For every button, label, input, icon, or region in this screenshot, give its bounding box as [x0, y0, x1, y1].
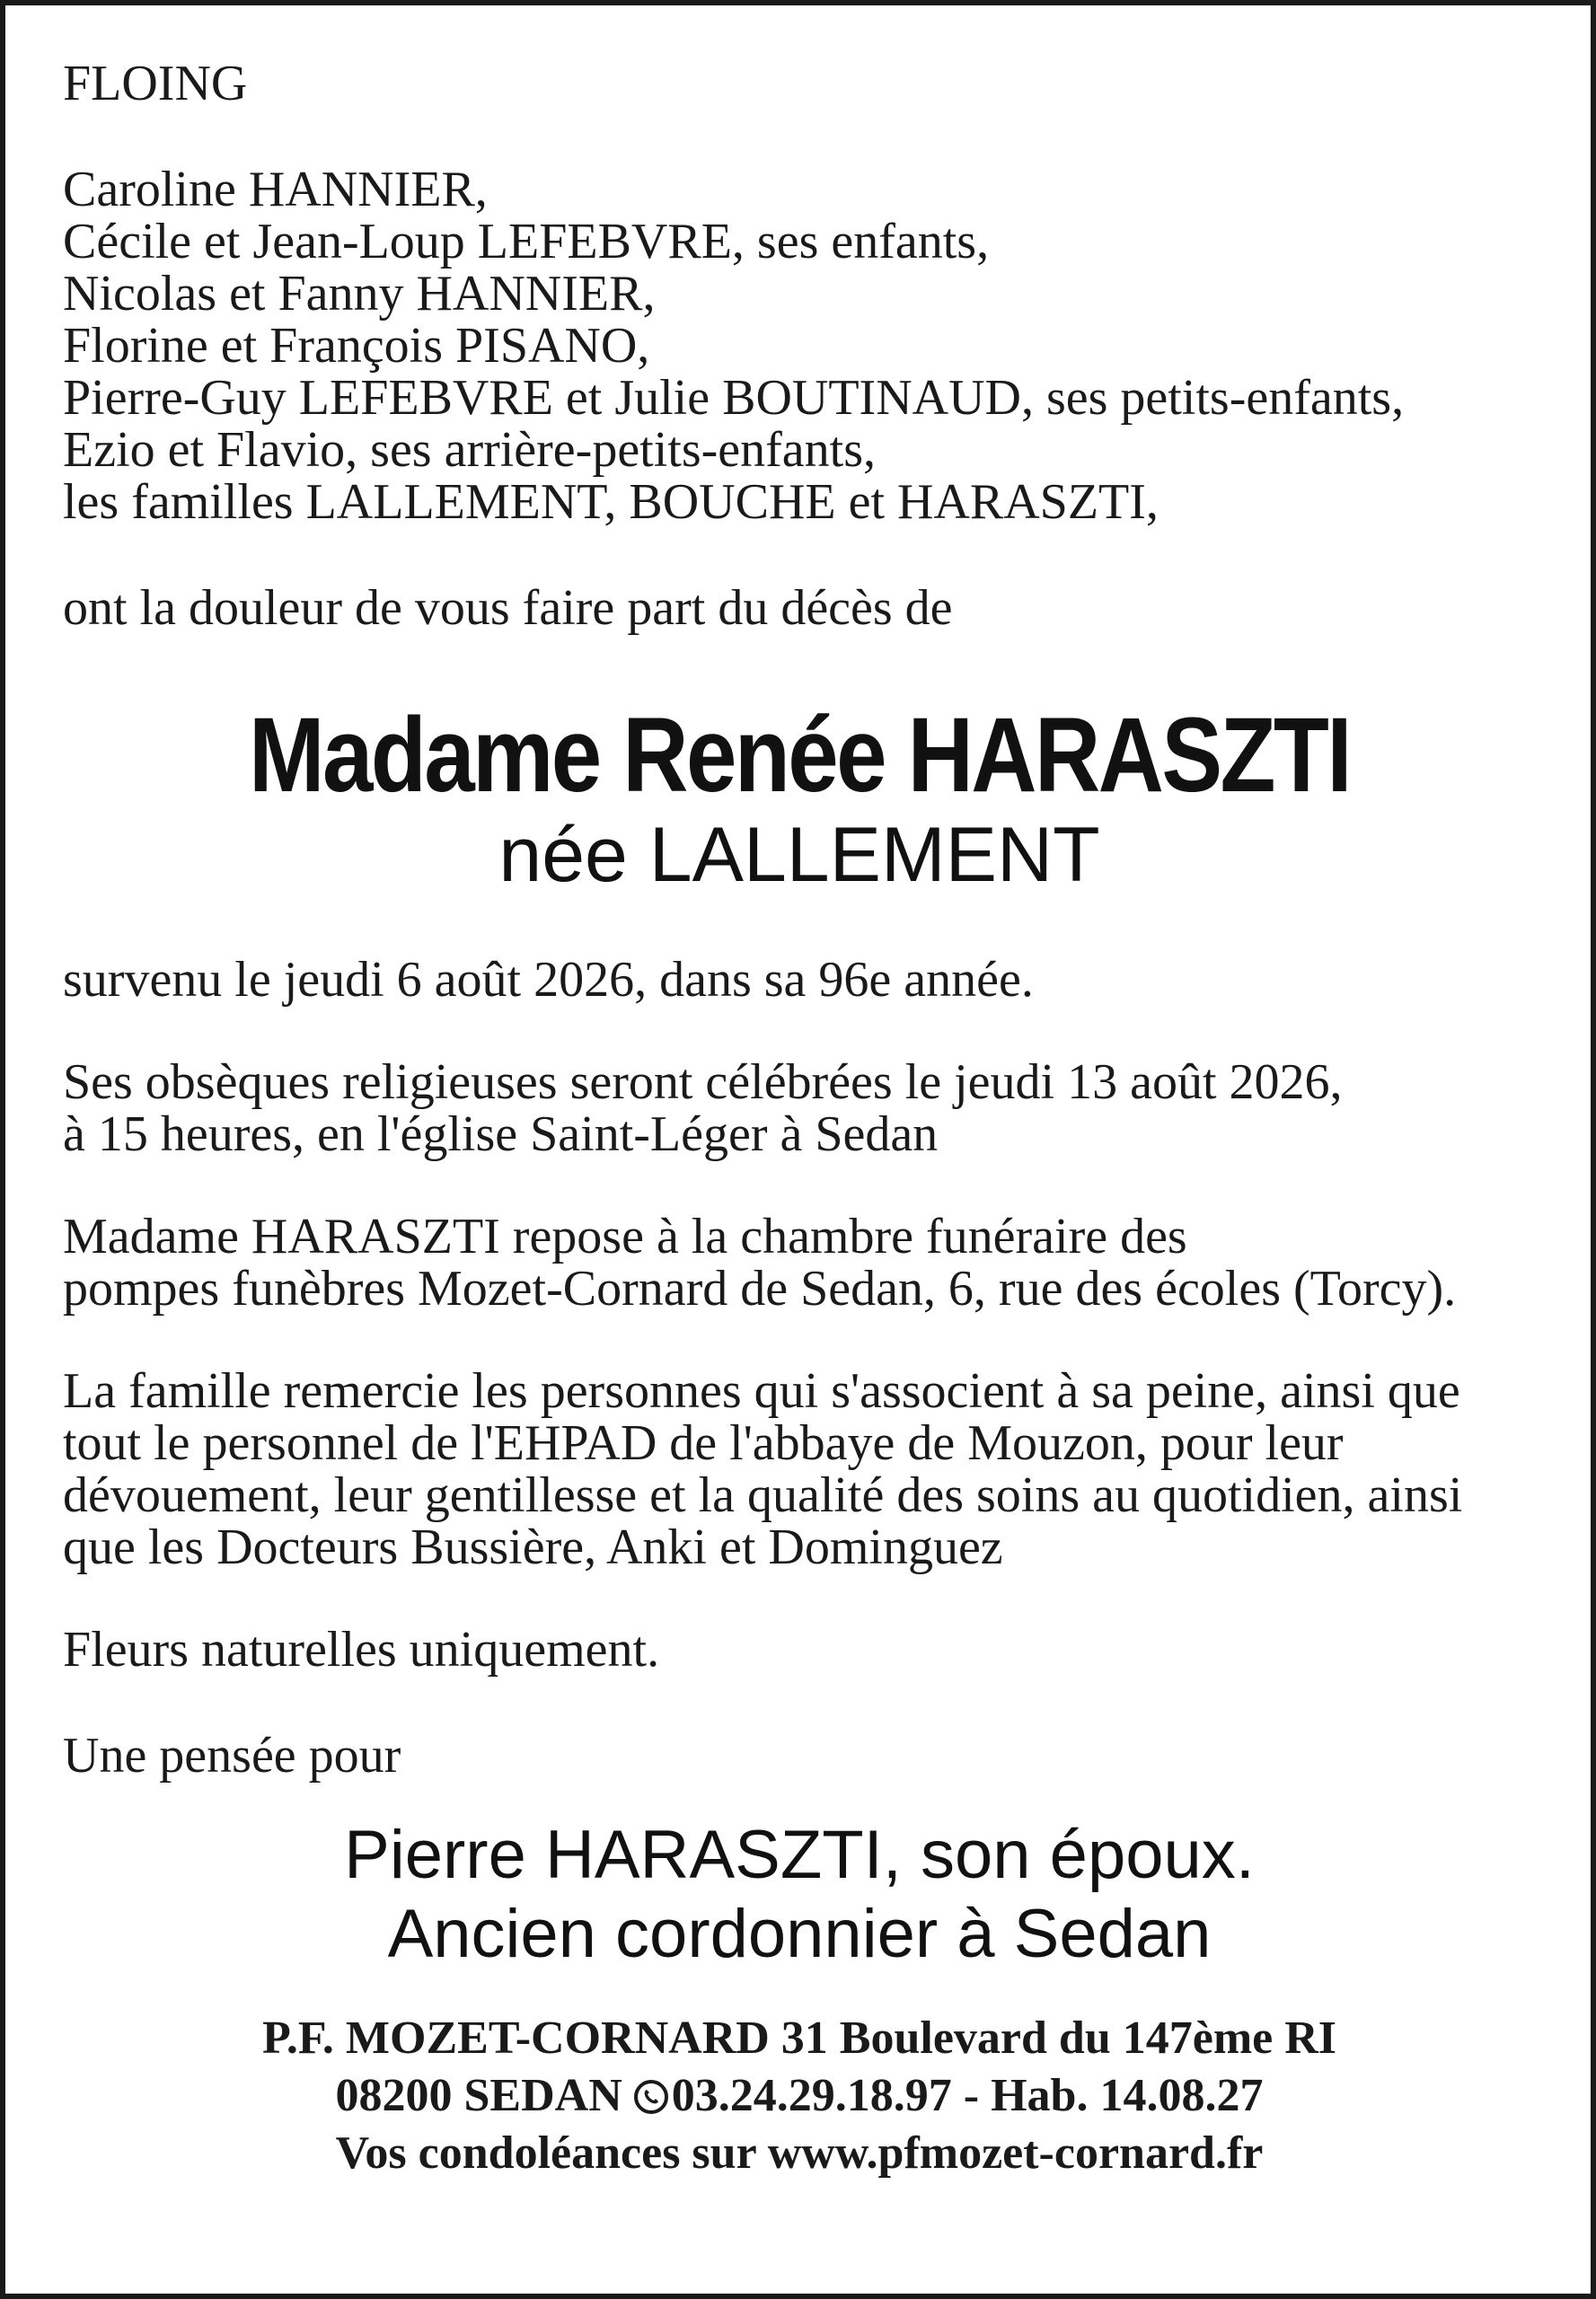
tribute-block — [63, 1816, 1536, 1974]
family-line: Pierre-Guy LEFEBVRE et Julie BOUTINAUD, ses petits-enfants, — [63, 370, 1405, 426]
repose-line: pompes funèbres Mozet-Cornard de Sedan, 6, rue des écoles (Torcy). — [63, 1261, 1457, 1317]
phone-number: 03.24.29.18.97 - Hab. 14.08.27 — [671, 2070, 1264, 2121]
thanks-line: tout le personnel de l'EHPAD de l'abbaye de Mouzon, pour leur — [63, 1415, 1344, 1471]
funeral-home-address: P.F. MOZET-CORNARD 31 Boulevard du 147ème RI — [261, 2013, 1337, 2064]
deceased-name: Madame Renée HARASZTI — [249, 696, 1350, 815]
thanks-paragraph — [63, 1365, 1536, 1573]
announcement-text: ont la douleur de vous faire part du décès de — [63, 580, 953, 636]
condolences-website[interactable]: Vos condoléances sur www.pfmozet-cornard.fr — [335, 2127, 1264, 2179]
maiden-name: née LALLEMENT — [498, 812, 1100, 898]
family-list — [63, 163, 1536, 528]
tribute-occupation: Ancien cordonnier à Sedan — [387, 1896, 1212, 1972]
town-name: FLOING — [63, 56, 248, 111]
thanks-line: La famille remercie les personnes qui s'associent à sa peine, ainsi que — [63, 1363, 1460, 1419]
thought-intro: Une pensée pour — [63, 1728, 401, 1784]
tribute-name: Pierre HARASZTI, son époux. — [344, 1817, 1255, 1893]
thanks-line: dévouement, leur gentillesse et la qualité des soins au quotidien, ainsi — [63, 1467, 1463, 1523]
family-line: Caroline HANNIER, — [63, 162, 488, 217]
funeral-home-contact — [63, 2067, 1536, 2125]
family-line: Florine et François PISANO, — [63, 318, 650, 374]
family-line: Ezio et Flavio, ses arrière-petits-enfants, — [63, 422, 876, 478]
funeral-home-footer — [63, 2010, 1536, 2182]
notice-content — [63, 57, 1536, 2182]
repose-line: Madame HARASZTI repose à la chambre funéraire des — [63, 1209, 1187, 1264]
repose-info — [63, 1211, 1536, 1315]
family-line: les familles LALLEMENT, BOUCHE et HARASZTI, — [63, 474, 1159, 530]
thanks-line: que les Docteurs Bussière, Anki et Dominguez — [63, 1519, 1003, 1575]
family-line: Cécile et Jean-Loup LEFEBVRE, ses enfants, — [63, 214, 990, 269]
postal-city: 08200 SEDAN — [335, 2070, 634, 2121]
deceased-block — [63, 696, 1536, 898]
funeral-line: à 15 heures, en l'église Saint-Léger à Sedan — [63, 1106, 939, 1162]
family-line: Nicolas et Fanny HANNIER, — [63, 266, 656, 322]
funeral-info — [63, 1056, 1536, 1160]
phone-icon — [634, 2080, 668, 2114]
funeral-line: Ses obsèques religieuses seront célébrées le jeudi 13 août 2026, — [63, 1054, 1343, 1110]
death-info: survenu le jeudi 6 août 2026, dans sa 96e année. — [63, 952, 1034, 1008]
flowers-note: Fleurs naturelles uniquement. — [63, 1622, 660, 1678]
